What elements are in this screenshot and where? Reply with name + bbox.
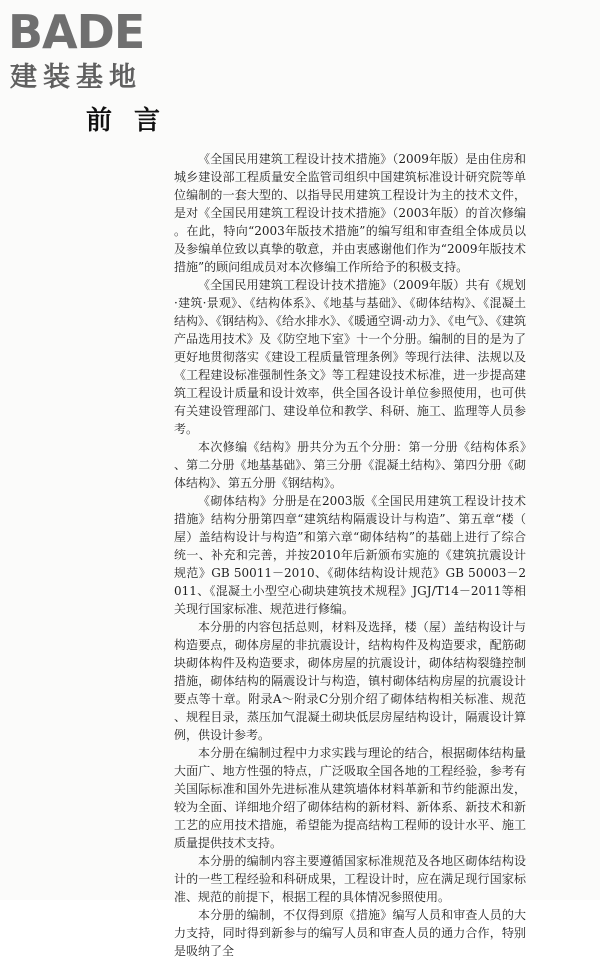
paragraph-2: 《全国民用建筑工程设计技术措施》（2009年版）共有《规划·建筑·景观》、《结构体系》、《地基与基础》、《砌体结构》、《混凝土结构》、《钢结构》、《给水排水》、《暖通空调·动力》、《电气》、《建筑产品选用技术》及《防空地下室》十一个分册。编制的目的是为了更好地贯彻落实《建设工程质量管理条例》等现行法律、法规以及《工程建设标准强制性条文》等工程建设技术标准，进一步提高建筑工程设计质量和设计效率，供全国各设计单位参照使用，也可供有关建设管理部门、建设单位和教学、科研、施工、监理等人员参考。 [174,278,526,436]
logo-brand-chinese: 建装基地 [10,62,142,93]
paragraph-7: 本分册的编制内容主要遵循国家标准规范及各地区砌体结构设计的一些工程经验和科研成果，工程设计时，应在满足现行国家标准、规范的前提下，根据工程的具体情况参照使用。 [174,854,526,904]
page-title: 前言 [86,106,183,136]
preface-body [174,150,526,960]
paragraph-3: 本次修编《结构》册共分为五个分册：第一分册《结构体系》、第二分册《地基基础》、第三分册《混凝土结构》、第四分册《砌体结构》、第五分册《钢结构》。 [174,440,526,490]
bade-logo [8,6,173,96]
paragraph-1: 《全国民用建筑工程设计技术措施》（2009年版）是由住房和城乡建设部工程质量安全监管司组织中国建筑标准设计研究院等单位编制的一套大型的、以指导民用建筑工程设计为主的技术文件，是对《全国民用建筑工程设计技术措施》（2003年版）的首次修编。在此，特向“2003年版技术措施”的编写组和审查组全体成员以及参编单位致以真挚的敬意，并由衷感谢他们作为“2009年版技术措施”的顾问组成员对本次修编工作所给予的积极支持。 [174,152,526,274]
paragraph-4: 《砌体结构》分册是在2003版《全国民用建筑工程设计技术措施》结构分册第四章“建筑结构隔震设计与构造”、第五章“楼（屋）盖结构设计与构造”和第六章“砌体结构”的基础上进行了综合统一、补充和完善，并按2010年后新颁布实施的《建筑抗震设计规范》GB 50011－2010、《砌体结构设计规范》GB 50003－2011、《混凝土小型空心砌块建筑技术规程》JGJ/T14－2011等相关现行国家标准、规范进行修编。 [174,494,526,616]
paragraph-8: 本分册的编制，不仅得到原《措施》编写人员和审查人员的大力支持，同时得到新参与的编写人员和审查人员的通力合作，特别是吸纳了全 [174,908,526,958]
logo-brand-latin: BADE [8,5,145,59]
paragraph-6: 本分册在编制过程中力求实践与理论的结合，根据砌体结构量大面广、地方性强的特点，广泛吸取全国各地的工程经验，参考有关国际标准和国外先进标准从建筑墙体材料革新和节约能源出发，较为全面、详细地介绍了砌体结构的新材料、新体系、新技术和新工艺的应用技术措施，希望能为提高结构工程师的设计水平、施工质量提供技术支持。 [174,746,526,850]
paragraph-5: 本分册的内容包括总则，材料及选择，楼（屋）盖结构设计与构造要点，砌体房屋的非抗震设计，结构构件及构造要求，配筋砌块砌体构件及构造要求，砌体房屋的抗震设计，砌体结构裂缝控制措施，砌体结构的隔震设计与构造，镇村砌体结构房屋的抗震设计要点等十章。附录A～附录C分别介绍了砌体结构相关标准、规范、规程目录，蒸压加气混凝土砌块低层房屋结构设计，隔震设计算例，供设计参考。 [174,620,526,742]
